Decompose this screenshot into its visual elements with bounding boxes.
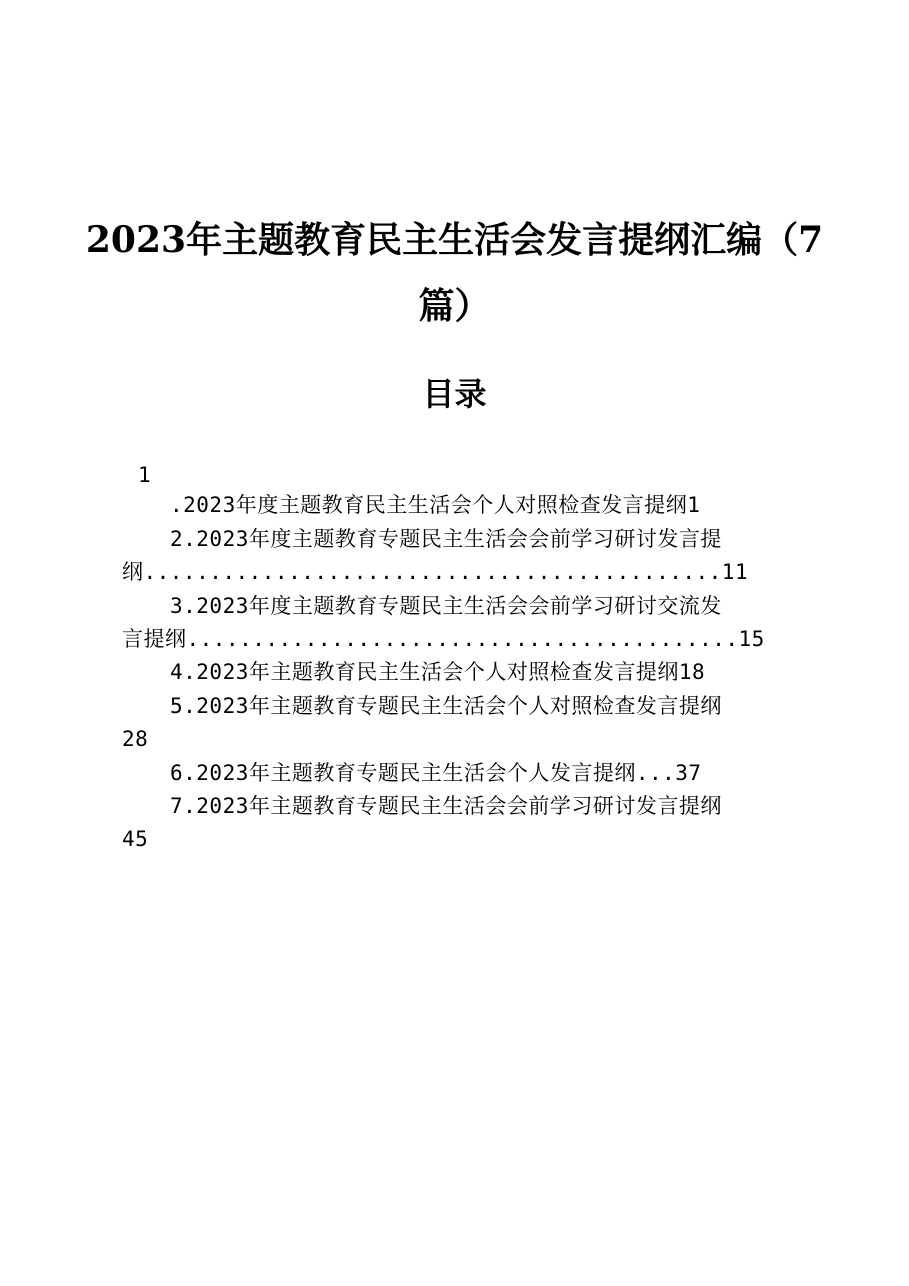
toc-item-4-text[interactable]: 4.2023年主题教育民主生活会个人对照检查发言提纲18 bbox=[170, 660, 706, 684]
toc-heading: 目录 bbox=[422, 375, 487, 413]
toc-item-3-text[interactable]: 3.2023年度主题教育专题民主生活会会前学习研讨交流发 bbox=[170, 594, 722, 618]
toc-item-2-text-cont[interactable]: 纲............................................11 bbox=[122, 560, 749, 584]
toc-item-5-text[interactable]: 5.2023年主题教育专题民主生活会个人对照检查发言提纲 bbox=[170, 694, 722, 718]
toc-stray-number: 1 bbox=[138, 463, 152, 487]
toc-item-1-text[interactable]: .2023年度主题教育民主生活会个人对照检查发言提纲1 bbox=[170, 493, 701, 517]
toc-item-3-text-cont[interactable]: 言提纲..........................................15 bbox=[122, 627, 765, 651]
toc-item-5-text-cont[interactable]: 28 bbox=[122, 727, 149, 751]
toc-item-7-text-cont[interactable]: 45 bbox=[122, 827, 149, 851]
document-title-line-1: 2023年主题教育民主生活会发言提纲汇编（7 bbox=[85, 219, 824, 261]
toc-item-2-text[interactable]: 2.2023年度主题教育专题民主生活会会前学习研讨发言提 bbox=[170, 527, 722, 551]
toc-item-7-text[interactable]: 7.2023年主题教育专题民主生活会会前学习研讨发言提纲 bbox=[170, 794, 722, 818]
toc-item-6-text[interactable]: 6.2023年主题教育专题民主生活会个人发言提纲...37 bbox=[170, 761, 702, 785]
document-title-line-2: 篇） bbox=[418, 285, 491, 327]
